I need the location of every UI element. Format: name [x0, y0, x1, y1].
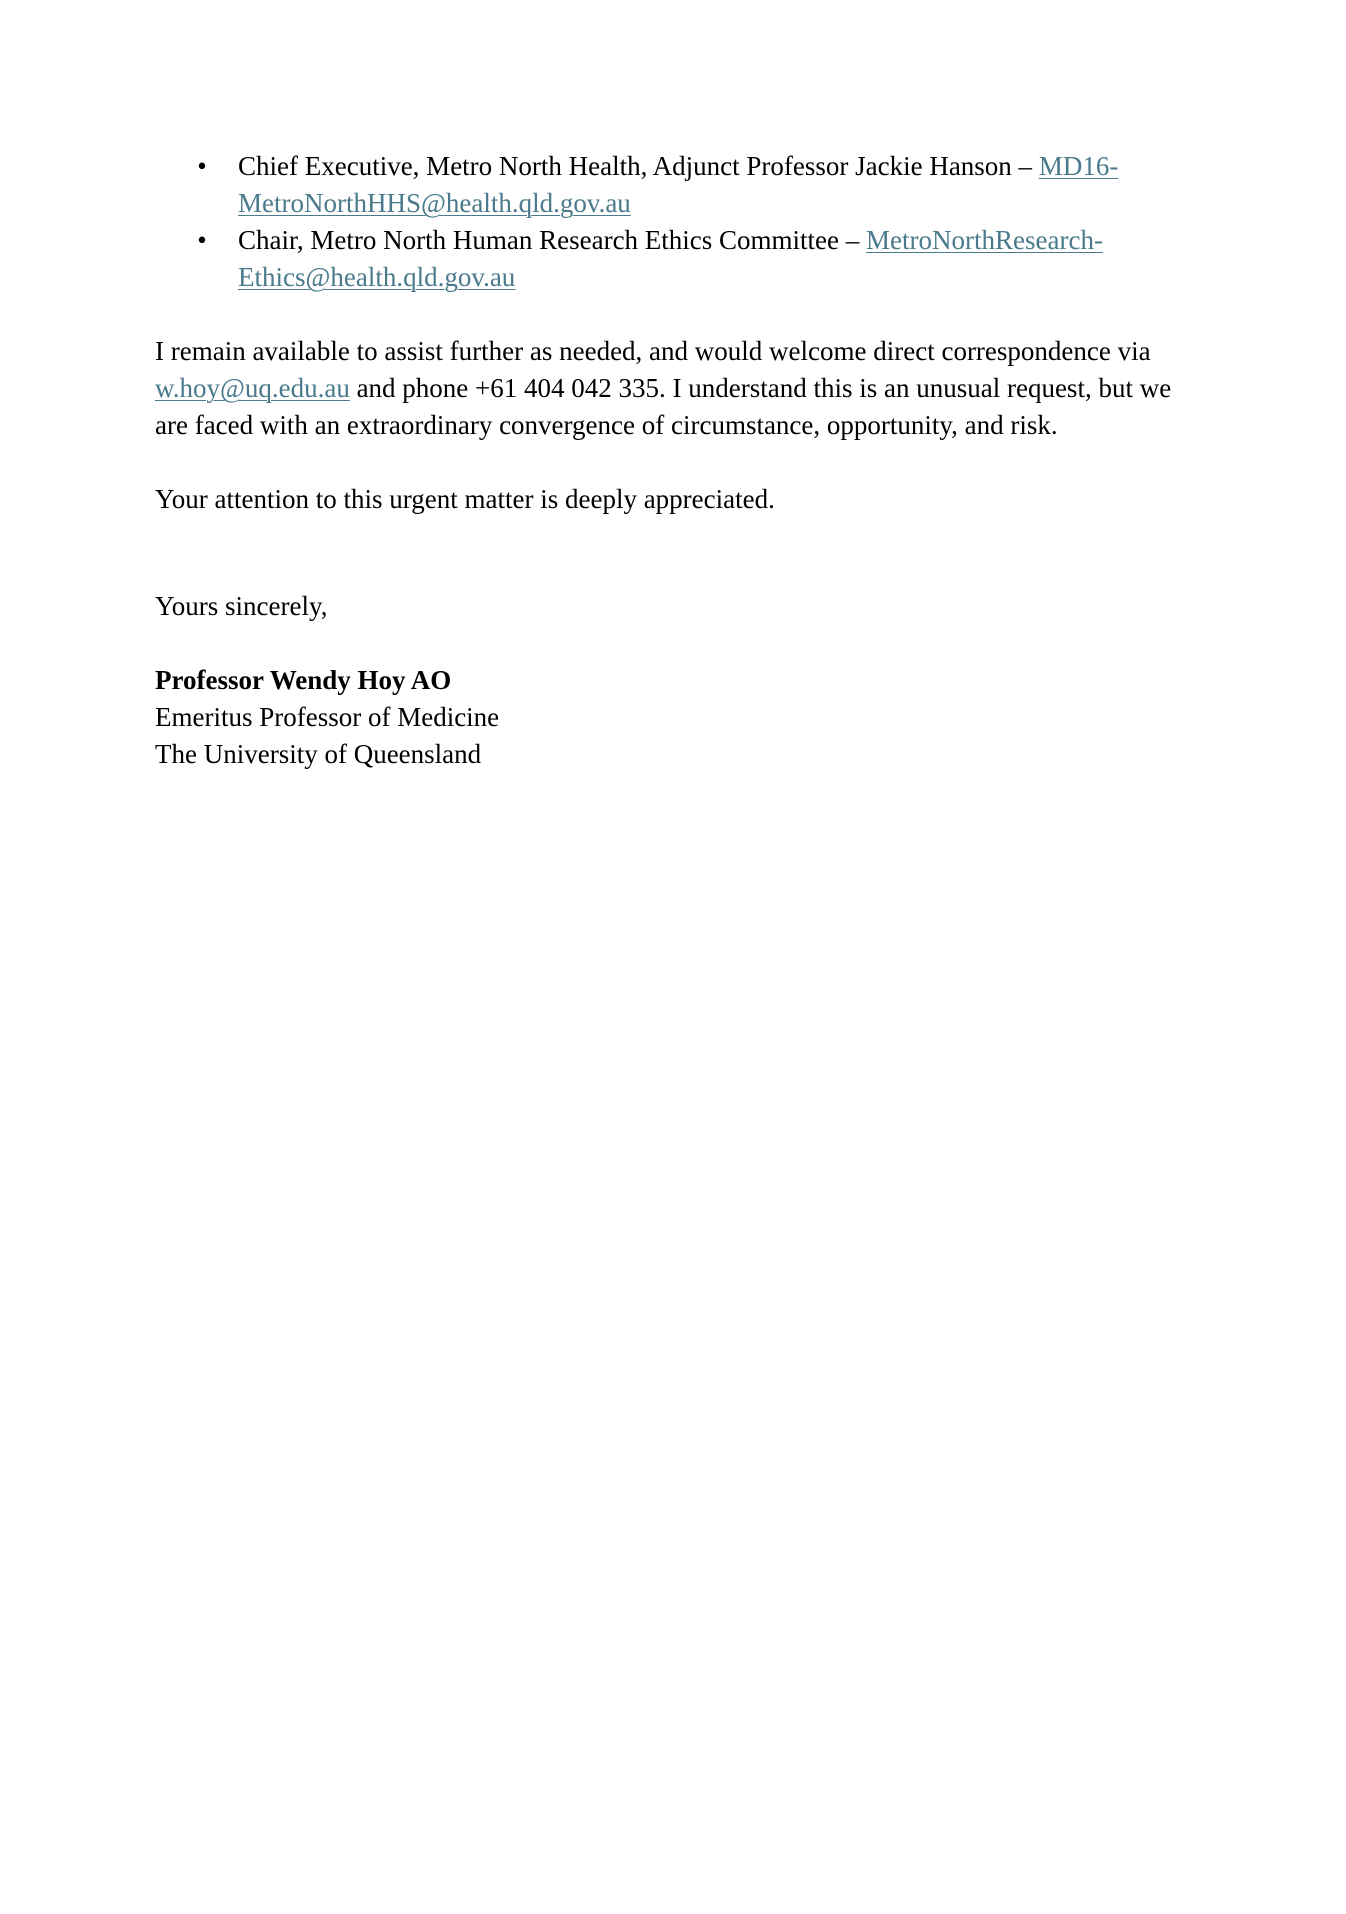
signatory-title: Emeritus Professor of Medicine	[155, 702, 500, 732]
spacer	[155, 518, 1195, 588]
recipient-description: Chair, Metro North Human Research Ethics Committee –	[238, 225, 867, 255]
email-link[interactable]: MetroNorthResearch-Ethics@health.qld.gov.au	[238, 225, 1103, 292]
spacer	[155, 625, 1195, 662]
list-item	[155, 148, 1195, 222]
email-link[interactable]: MD16-MetroNorthHHS@health.qld.gov.au	[238, 151, 1119, 218]
availability-paragraph	[155, 333, 1195, 444]
recipient-list	[155, 148, 1195, 296]
signatory-institution: The University of Queensland	[155, 739, 482, 769]
bullet-icon: •	[197, 151, 207, 181]
list-item	[155, 222, 1195, 296]
email-link[interactable]: w.hoy@uq.edu.au	[155, 373, 350, 403]
thanks-paragraph: Your attention to this urgent matter is deeply appreciated.	[155, 484, 775, 514]
spacer	[155, 444, 1195, 481]
letter-body	[155, 148, 1195, 773]
closing-line: Yours sincerely,	[155, 591, 328, 621]
paragraph-text: I remain available to assist further as needed, and would welcome direct correspondence via	[155, 336, 1151, 366]
bullet-icon: •	[197, 225, 207, 255]
spacer	[155, 296, 1195, 333]
recipient-description: Chief Executive, Metro North Health, Adjunct Professor Jackie Hanson –	[238, 151, 1039, 181]
paragraph-text: and phone +61 404 042 335. I understand this is an unusual request, but we are faced with an extraordinary convergence of circumstance, opportunity, and risk.	[155, 373, 1172, 440]
signatory-name: Professor Wendy Hoy AO	[155, 665, 452, 695]
